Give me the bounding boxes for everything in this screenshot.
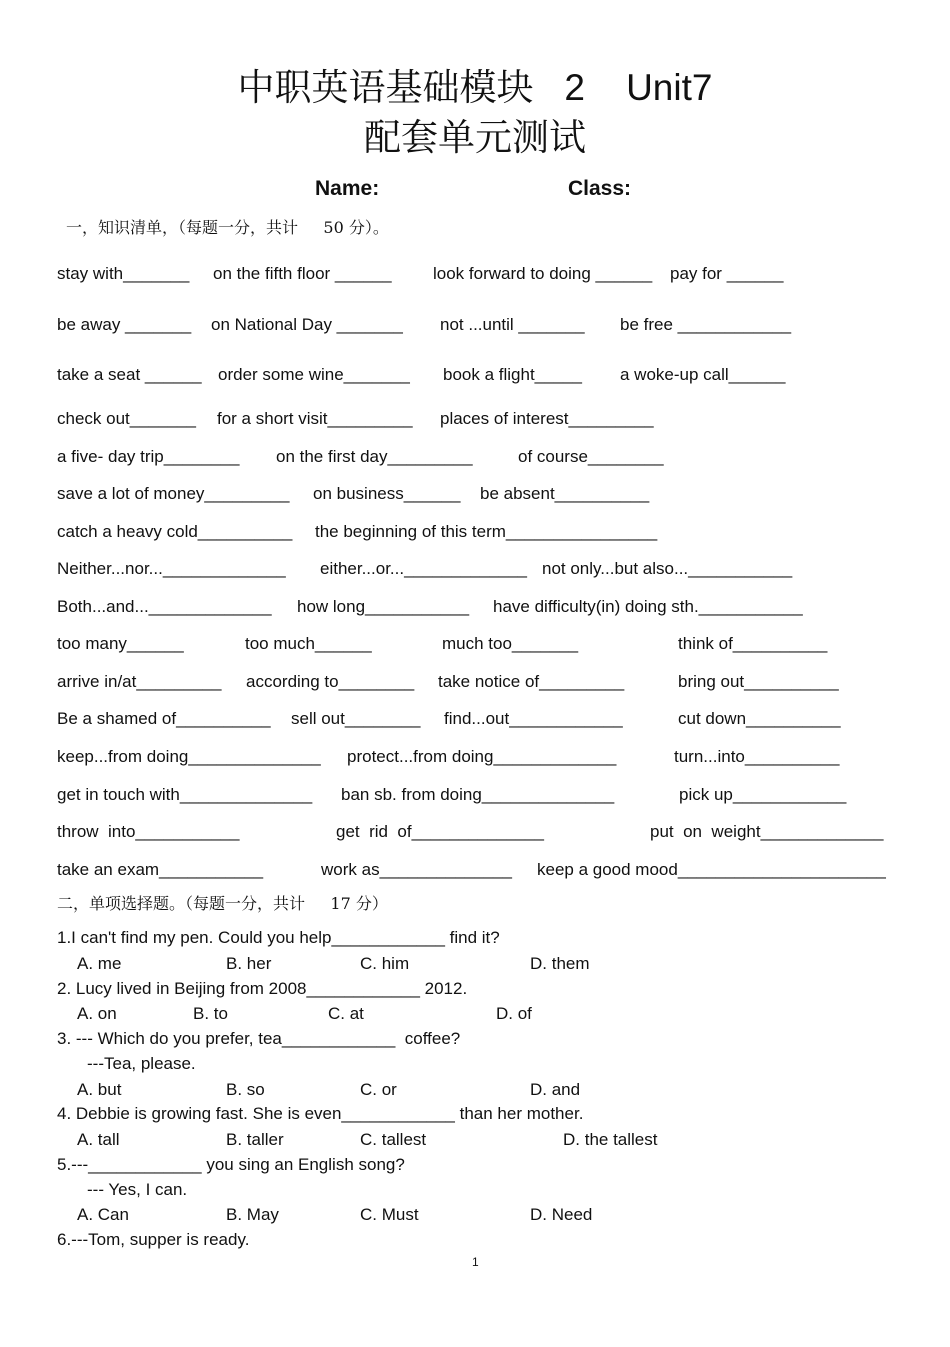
vocab-item: on the first day_________ (276, 447, 473, 466)
vocab-item: keep a good mood______________________ (537, 860, 886, 879)
vocab-item: work as______________ (321, 860, 512, 879)
vocab-item: protect...from doing_____________ (347, 747, 617, 766)
vocab-item: take notice of_________ (438, 672, 625, 691)
question-reply: ---Tea, please. (87, 1054, 196, 1073)
question-reply: --- Yes, I can. (87, 1180, 188, 1199)
vocab-item: take an exam___________ (57, 860, 264, 879)
vocab-item: much too_______ (442, 634, 579, 653)
page-subtitle: 配套单元测试 (364, 117, 586, 158)
section-2-heading: 二，单项选择题。（每题一分，共计 17 分） (57, 894, 388, 913)
vocab-item: either...or..._____________ (320, 559, 528, 578)
vocab-item: think of__________ (678, 634, 828, 653)
vocab-item: book a flight_____ (443, 365, 582, 384)
question-option: A. Can (77, 1205, 129, 1224)
question-option: A. tall (77, 1130, 120, 1149)
vocab-item: on National Day _______ (211, 315, 403, 334)
question-option: D. of (496, 1004, 532, 1023)
question-option: D. and (530, 1080, 581, 1099)
vocab-item: places of interest_________ (440, 409, 654, 428)
vocab-item: order some wine_______ (218, 365, 410, 384)
section-1-heading: 一，知识清单，（每题一分，共计 50 分）。 (66, 218, 389, 237)
question-option: A. me (77, 954, 122, 973)
question-option: C. or (360, 1080, 397, 1099)
vocab-item: look forward to doing ______ (433, 264, 653, 283)
vocab-item: bring out__________ (678, 672, 839, 691)
vocab-item: have difficulty(in) doing sth.___________ (493, 597, 803, 616)
vocab-item: get in touch with______________ (57, 785, 313, 804)
question-option: B. taller (226, 1130, 284, 1149)
question-stem: 3. --- Which do you prefer, tea____________ coffee? (57, 1029, 461, 1048)
vocab-item: for a short visit_________ (217, 409, 413, 428)
vocab-item: stay with_______ (57, 264, 190, 283)
vocab-item: a five- day trip________ (57, 447, 240, 466)
vocab-item: on business______ (313, 484, 461, 503)
vocab-item: be free ____________ (620, 315, 792, 334)
vocab-item: save a lot of money_________ (57, 484, 290, 503)
vocab-item: be absent__________ (480, 484, 650, 503)
vocab-item: not ...until _______ (440, 315, 585, 334)
vocab-item: turn...into__________ (674, 747, 840, 766)
vocab-item: of course________ (518, 447, 664, 466)
page-title: 中职英语基础模块 2 Unit7 (237, 67, 713, 108)
question-option: B. May (226, 1205, 279, 1224)
question-option: C. at (328, 1004, 364, 1023)
vocab-item: throw into___________ (57, 822, 240, 841)
vocab-item: Both...and..._____________ (57, 597, 272, 616)
vocab-item: according to________ (246, 672, 415, 691)
vocab-item: the beginning of this term________________ (315, 522, 658, 541)
question-option: C. him (360, 954, 410, 973)
vocab-item: on the fifth floor ______ (213, 264, 392, 283)
vocab-item: Neither...nor..._____________ (57, 559, 286, 578)
vocab-item: arrive in/at_________ (57, 672, 222, 691)
vocab-item: keep...from doing______________ (57, 747, 321, 766)
vocab-item: put on weight_____________ (650, 822, 884, 841)
question-stem: 6.---Tom, supper is ready. (57, 1230, 250, 1249)
vocab-item: pick up____________ (679, 785, 847, 804)
vocab-item: cut down__________ (678, 709, 841, 728)
vocab-item: be away _______ (57, 315, 192, 334)
page-number: 1 (472, 1255, 479, 1269)
vocab-item: check out_______ (57, 409, 196, 428)
question-option: C. Must (360, 1205, 419, 1224)
vocab-item: how long___________ (297, 597, 470, 616)
question-stem: 1.I can't find my pen. Could you help____________ find it? (57, 928, 500, 947)
question-option: A. on (77, 1004, 117, 1023)
question-option: D. them (530, 954, 590, 973)
name-label: Name: (315, 177, 380, 200)
vocab-item: not only...but also...___________ (542, 559, 793, 578)
vocab-item: catch a heavy cold__________ (57, 522, 293, 541)
vocab-item: Be a shamed of__________ (57, 709, 271, 728)
vocab-item: find...out____________ (444, 709, 623, 728)
vocab-item: sell out________ (291, 709, 421, 728)
question-option: D. the tallest (563, 1130, 658, 1149)
question-option: D. Need (530, 1205, 593, 1224)
question-option: B. so (226, 1080, 265, 1099)
vocab-item: a woke-up call______ (620, 365, 786, 384)
question-option: C. tallest (360, 1130, 427, 1149)
question-stem: 4. Debbie is growing fast. She is even____________ than her mother. (57, 1104, 584, 1123)
question-option: A. but (77, 1080, 122, 1099)
vocab-item: too many______ (57, 634, 184, 653)
vocab-item: take a seat ______ (57, 365, 202, 384)
question-stem: 2. Lucy lived in Beijing from 2008____________ 2012. (57, 979, 468, 998)
question-option: B. to (193, 1004, 228, 1023)
vocab-item: ban sb. from doing______________ (341, 785, 615, 804)
vocab-item: pay for ______ (670, 264, 784, 283)
class-label: Class: (568, 177, 632, 200)
vocab-item: too much______ (245, 634, 372, 653)
question-option: B. her (226, 954, 272, 973)
vocab-item: get rid of______________ (336, 822, 544, 841)
question-stem: 5.---____________ you sing an English song? (57, 1155, 405, 1174)
